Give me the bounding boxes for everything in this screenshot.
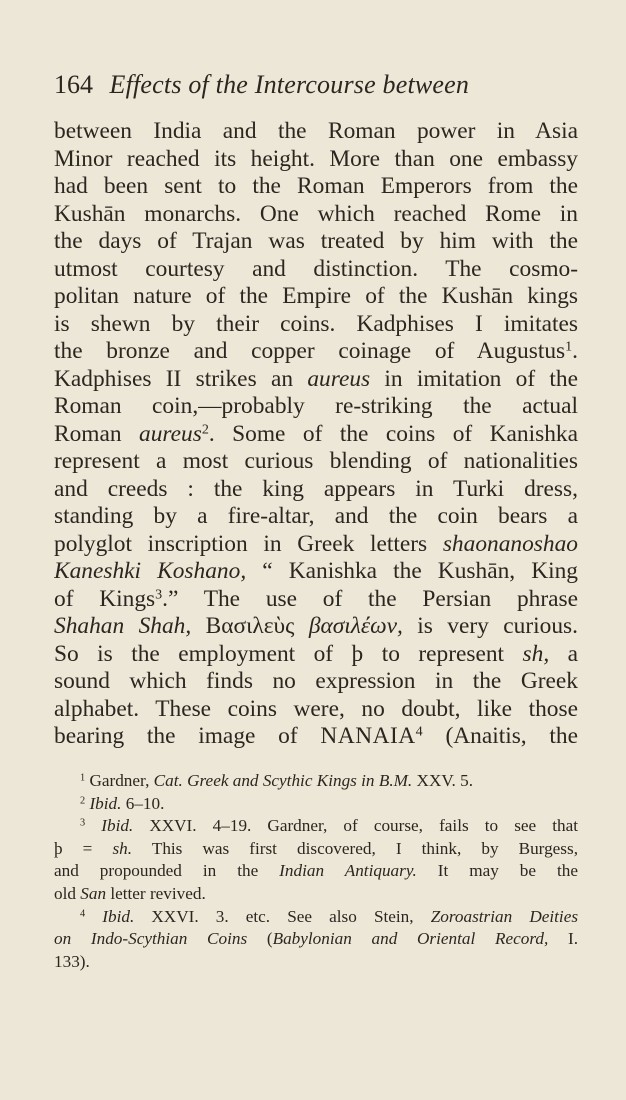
italic-text: Ibid. xyxy=(89,793,122,813)
text-segment: bearing the image of xyxy=(54,723,321,749)
text-line xyxy=(54,586,578,614)
text-segment: ( xyxy=(247,929,273,949)
text-segment: XXVI. 3. etc. See also Stein, xyxy=(134,906,431,926)
italic-text: sh, xyxy=(522,640,550,667)
small-caps-text: NANAIA xyxy=(320,723,416,749)
text-segment: utmost courtesy and distinction. The cosmo- xyxy=(54,255,578,282)
text-segment: XXVI. 4–19. Gardner, of course, fails to see that xyxy=(133,816,578,836)
text-line xyxy=(54,723,578,751)
footnote-line xyxy=(54,860,578,883)
text-line xyxy=(54,421,578,449)
footnote-marker: 4 xyxy=(415,723,423,740)
text-line xyxy=(54,173,578,201)
text-line xyxy=(54,668,578,696)
italic-text: Ibid. xyxy=(102,906,135,926)
footnote-marker: 4 xyxy=(80,907,86,919)
text-line xyxy=(54,338,578,366)
text-segment: This was first discovered, I think, by Burgess, xyxy=(132,838,578,858)
italic-text: aureus xyxy=(139,420,202,447)
text-line xyxy=(54,228,578,256)
italic-text: Kaneshki Koshano, xyxy=(54,558,247,584)
text-segment: politan nature of the Empire of the Kushān kings xyxy=(54,283,578,309)
footnote-line xyxy=(54,770,578,793)
text-segment: and propounded in the xyxy=(54,861,280,881)
footnote-marker: 3 xyxy=(155,585,163,602)
text-line xyxy=(54,201,578,229)
text-line xyxy=(54,393,578,421)
text-segment: Kadphises II strikes an xyxy=(54,365,308,392)
text-segment: . xyxy=(572,338,578,364)
footnote-marker: 1 xyxy=(565,338,573,355)
footnote-line xyxy=(54,906,578,929)
page-header xyxy=(54,68,574,102)
text-segment: So is the employment of þ to represent xyxy=(54,640,523,667)
text-segment: had been sent to the Roman Emperors from the xyxy=(54,173,578,199)
text-segment: “ Kanishka the Kushān, King xyxy=(246,558,578,584)
footnote-line xyxy=(54,793,578,816)
text-segment: the bronze and copper coinage of Augustus xyxy=(54,338,566,364)
italic-text: Babylonian and Oriental Record, xyxy=(272,929,549,949)
footnotes xyxy=(54,770,578,973)
text-segment: XXV. 5. xyxy=(412,771,474,790)
text-line xyxy=(54,118,578,146)
italic-text: βασιλέων, xyxy=(308,613,403,639)
page-number: 164 xyxy=(54,70,93,99)
footnote-marker: 3 xyxy=(80,817,86,829)
text-segment: and creeds : the king appears in Turki dress, xyxy=(54,475,578,502)
text-segment: standing by a fire-altar, and the coin bears a xyxy=(54,503,578,529)
text-segment: It may be the xyxy=(416,861,578,881)
text-line xyxy=(54,283,578,311)
italic-text: aureus xyxy=(307,365,371,392)
footnote-line xyxy=(54,815,578,838)
footnote-line xyxy=(54,838,578,861)
text-segment: Roman coin,—probably re-striking the actual xyxy=(54,393,578,419)
italic-text: on Indo-Scythian Coins xyxy=(54,929,248,949)
running-title: Effects of the Intercourse between xyxy=(109,70,470,99)
text-line xyxy=(54,146,578,174)
text-segment xyxy=(85,907,102,926)
text-segment: .” The use of the Persian phrase xyxy=(162,585,578,612)
footnote-line xyxy=(54,951,578,974)
footnote-marker: 2 xyxy=(80,794,86,806)
italic-text: Cat. Greek and Scythic Kings in B.M. xyxy=(153,771,413,790)
text-segment: (Anaitis, the xyxy=(422,723,578,749)
text-segment: Roman xyxy=(54,420,140,447)
text-segment: þ = xyxy=(54,838,113,858)
italic-text: shaonanoshao xyxy=(442,530,578,557)
text-segment: I. xyxy=(548,929,578,949)
text-segment: alphabet. These coins were, no doubt, like those xyxy=(54,695,578,722)
italic-text: San xyxy=(80,883,107,903)
text-segment: 6–10. xyxy=(121,793,165,813)
text-segment: is shewn by their coins. Kadphises I imitates xyxy=(54,310,578,337)
text-segment: a xyxy=(549,640,578,667)
footnote-line xyxy=(54,928,578,951)
text-segment: of Kings xyxy=(54,585,156,612)
italic-text: sh. xyxy=(112,838,133,858)
text-line xyxy=(54,558,578,586)
text-segment: represent a most curious blending of nationalities xyxy=(54,448,578,474)
main-text xyxy=(54,118,578,751)
text-segment: the days of Trajan was treated by him with the xyxy=(54,228,578,254)
text-segment: polyglot inscription in Greek letters xyxy=(54,530,443,557)
italic-text: Shahan Shah, xyxy=(54,613,192,639)
text-segment: . Some of the coins of Kanishka xyxy=(208,420,578,447)
text-line xyxy=(54,256,578,284)
text-line xyxy=(54,448,578,476)
text-segment: Minor reached its height. More than one embassy xyxy=(54,145,578,172)
text-segment: Βασιλεὺς xyxy=(191,613,309,639)
footnote-line xyxy=(54,883,578,906)
text-segment: letter revived. xyxy=(106,883,206,903)
text-segment: Gardner, xyxy=(85,771,154,790)
italic-text: Zoroastrian Deities xyxy=(430,906,579,926)
text-segment: 133). xyxy=(54,951,90,971)
text-segment: old xyxy=(54,883,81,903)
text-line xyxy=(54,503,578,531)
text-segment: is very curious. xyxy=(402,613,578,639)
text-line xyxy=(54,696,578,724)
text-segment: Kushān monarchs. One which reached Rome in xyxy=(54,200,578,227)
text-line xyxy=(54,641,578,669)
text-segment: between India and the Roman power in Asia xyxy=(54,118,578,144)
italic-text: Indian Antiquary. xyxy=(279,861,417,881)
text-line xyxy=(54,531,578,559)
footnote-marker: 2 xyxy=(201,420,209,437)
text-line xyxy=(54,366,578,394)
footnote-marker: 1 xyxy=(80,772,86,784)
text-segment: in imitation of the xyxy=(370,365,578,392)
text-line xyxy=(54,613,578,641)
text-line xyxy=(54,476,578,504)
text-line xyxy=(54,311,578,339)
text-segment xyxy=(85,816,101,835)
italic-text: Ibid. xyxy=(101,816,134,836)
text-segment: sound which finds no expression in the Greek xyxy=(54,668,578,694)
